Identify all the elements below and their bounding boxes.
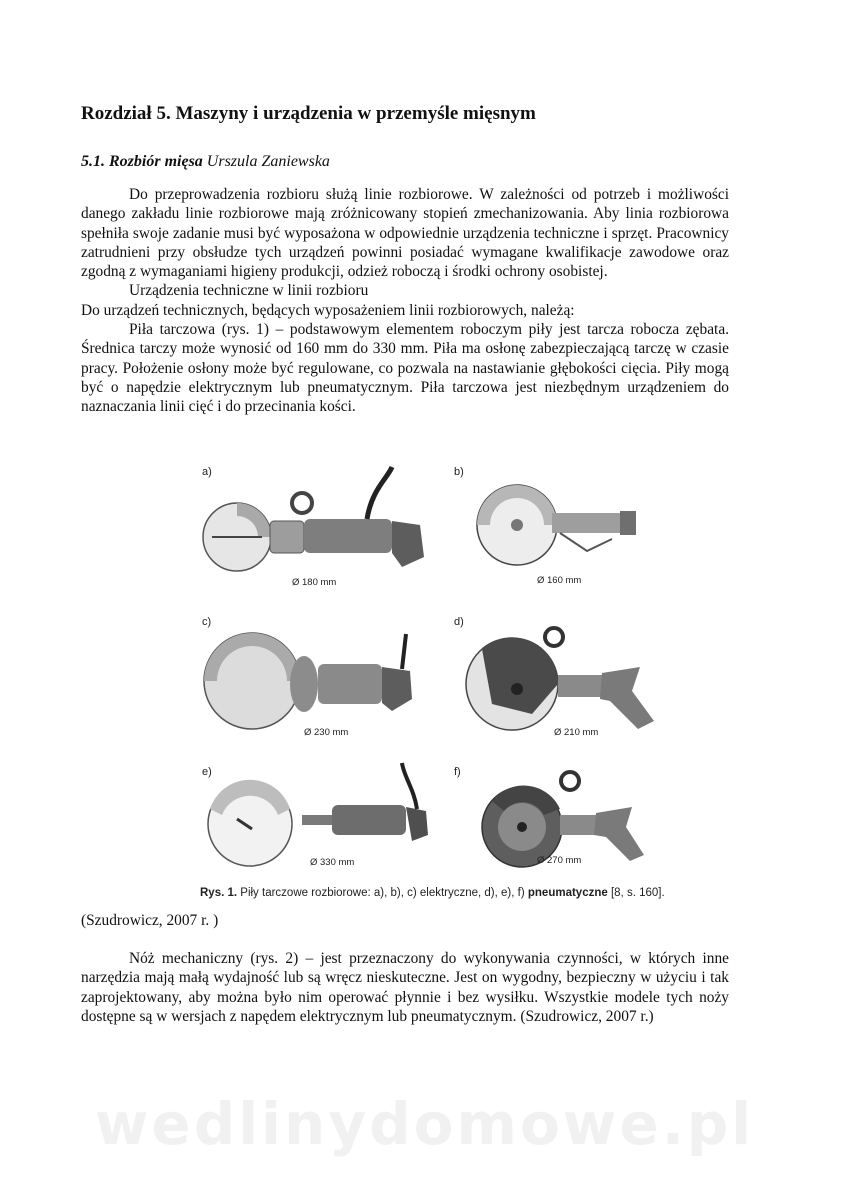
saw-d-label: d)	[454, 616, 464, 628]
saw-f-illustration	[454, 766, 644, 867]
saw-c-label: c)	[202, 616, 212, 628]
paragraph-list-intro: Do urządzeń technicznych, będących wyposażeniem linii rozbiorowych, należą:	[81, 301, 575, 319]
saw-b-diameter: Ø 160 mm	[537, 575, 582, 586]
intro-text	[81, 185, 729, 417]
saw-b-illustration	[454, 466, 636, 586]
section-author: Urszula Zaniewska	[206, 153, 330, 170]
saw-e-diameter: Ø 330 mm	[310, 857, 355, 868]
saw-a-diameter: Ø 180 mm	[292, 577, 337, 588]
figure-caption	[200, 887, 665, 899]
section-title	[81, 153, 330, 171]
figure-circular-saws	[192, 459, 688, 885]
saw-a-illustration	[202, 466, 424, 588]
paragraph-circular-saw: Piła tarczowa (rys. 1) – podstawowym elementem roboczym piły jest tarcza robocza zębata. Średnica tarczy może wynosić od 160 mm do 330 mm. Piła ma osłonę zabezpieczającą tarczę w czasie pracy. Położenie osłony może być regulowane, co pozwala na nastawianie głębokości cięcia. Piły mogą być o napędzie elektrycznym lub pneumatycznym. Piła tarczowa jest niezbędnym urządzeniem do naznaczania linii cięć i do przecinania kości.	[81, 321, 729, 416]
paragraph-intro: Do przeprowadzenia rozbioru służą linie rozbiorowe. W zależności od potrzeb i możliwości danego zakładu linie rozbiorowe mają zróżnicowany stopień zmechanizowania. Aby linia rozbiorowa spełniła swoje zadanie musi być wyposażona w odpowiednie urządzenia techniczne i sprzęt. Pracownicy zatrudnieni przy obsłudze tych urządzeń powinni posiadać wymagane kwalifikacje zawodowe oraz zgodną z wymaganiami higieny produkcji, odzież roboczą i środki ochrony osobistej.	[81, 186, 729, 281]
saw-d-diameter: Ø 210 mm	[554, 727, 599, 738]
saw-c-illustration	[202, 616, 412, 738]
paragraph-mechanical-knife: Nóż mechaniczny (rys. 2) – jest przeznaczony do wykonywania czynności, w których inne narzędzia mają małą wydajność lub są wręcz nieskuteczne. Jest on wygodny, bezpieczny w użyciu i tak zaprojektowany, aby można było nim operować płynnie i bez wysiłku. Wszystkie modele tych noży dostępne są w wersjach z napędem elektrycznym lub pneumatycznym. (Szudrowicz, 2007 r.)	[81, 950, 729, 1025]
saws-illustration	[192, 459, 688, 885]
caption-prefix: Rys. 1.	[200, 887, 238, 899]
paragraph-subheading: Urządzenia techniczne w linii rozbioru	[129, 282, 369, 300]
saw-d-illustration	[454, 616, 654, 738]
knife-section	[81, 949, 729, 1026]
saw-e-illustration	[202, 763, 428, 868]
chapter-title: Rozdział 5. Maszyny i urządzenia w przemyśle mięsnym	[81, 103, 536, 124]
saw-b-label: b)	[454, 466, 464, 478]
caption-ref: [8, s. 160].	[610, 887, 665, 899]
caption-text: Piły tarczowe rozbiorowe: a), b), c) elektryczne, d), e), f)	[240, 887, 525, 899]
saw-c-diameter: Ø 230 mm	[304, 727, 349, 738]
watermark: wedlinydomowe.pl	[94, 1090, 755, 1158]
saw-f-diameter: Ø 270 mm	[537, 855, 582, 866]
caption-bold: pneumatyczne	[527, 887, 608, 899]
saw-f-label: f)	[454, 766, 461, 778]
section-number-title: 5.1. Rozbiór mięsa	[81, 153, 203, 170]
saw-e-label: e)	[202, 766, 212, 778]
citation: (Szudrowicz, 2007 r. )	[81, 912, 219, 929]
saw-a-label: a)	[202, 466, 212, 478]
